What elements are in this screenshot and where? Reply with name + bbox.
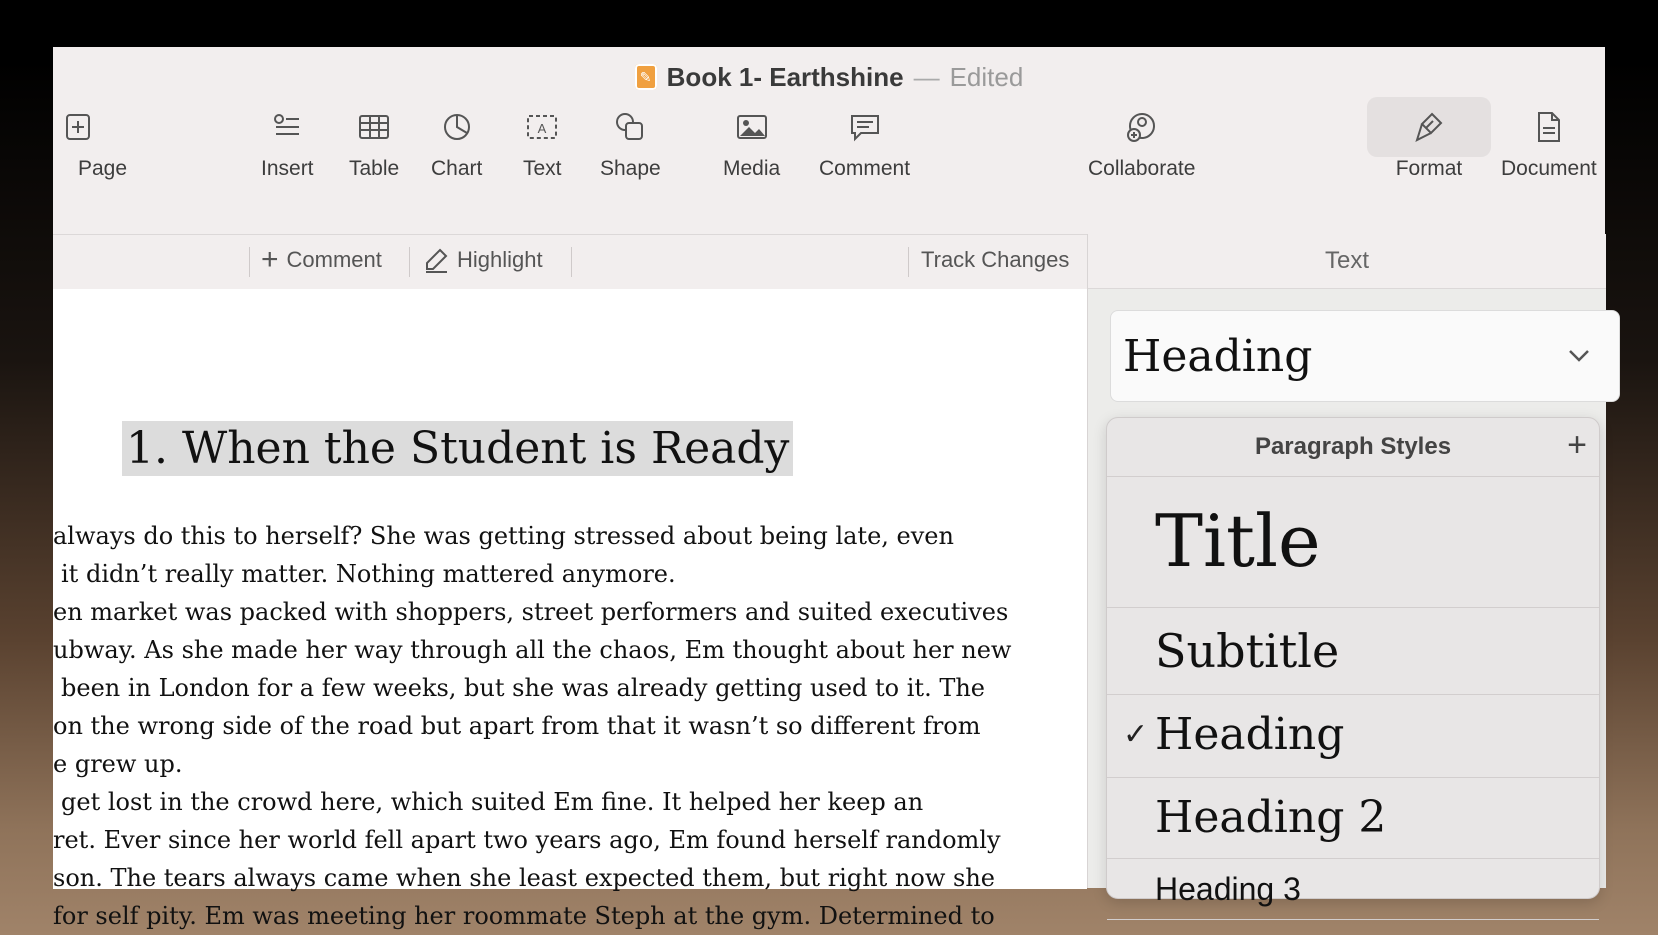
page-button[interactable] (33, 97, 127, 181)
track-changes-label: Track Changes (921, 247, 1070, 272)
chart-button[interactable] (431, 97, 482, 181)
chart-label: Chart (431, 157, 483, 180)
shape-icon (614, 97, 646, 157)
style-item-title[interactable] (1107, 477, 1599, 608)
pages-window (53, 47, 1605, 930)
paragraph-styles-popover (1106, 417, 1600, 907)
media-label: Media (723, 157, 781, 180)
paintbrush-icon (1367, 97, 1491, 157)
format-button[interactable] (1367, 97, 1491, 181)
style-item-heading[interactable] (1107, 695, 1599, 778)
text-line: it didn’t really matter. Nothing mattered anymore. (61, 560, 676, 588)
plus-icon: + (261, 243, 279, 276)
style-label: Heading 3 (1155, 871, 1301, 907)
style-item-subtitle[interactable] (1107, 608, 1599, 695)
text-line: always do this to herself? She was getting stressed about being late, even (53, 522, 954, 550)
highlight-button[interactable] (423, 247, 543, 273)
chapter-heading[interactable]: 1. When the Student is Ready (122, 421, 793, 476)
title-bar (53, 47, 1605, 234)
text-line: son. The tears always came when she least expected them, but right now she (53, 864, 995, 892)
style-label: Heading 2 (1155, 792, 1387, 843)
window-title (53, 57, 1605, 97)
popover-title: Paragraph Styles (1254, 433, 1452, 460)
format-sidebar (1087, 234, 1606, 907)
text-line: ret. Ever since her world fell apart two years ago, Em found herself randomly (53, 826, 1001, 854)
add-comment-label: Comment (286, 247, 382, 272)
pages-doc-icon: ✎ (635, 64, 657, 90)
media-icon (736, 97, 768, 157)
table-button[interactable] (349, 97, 399, 181)
style-item-heading-3[interactable] (1107, 859, 1599, 920)
comment-label: Comment (819, 157, 911, 180)
chevron-down-icon (1567, 348, 1591, 364)
table-label: Table (349, 157, 400, 180)
edited-status: Edited (949, 61, 1024, 92)
checkmark-icon: ✓ (1123, 718, 1149, 751)
svg-text:A: A (537, 121, 547, 136)
track-changes-button[interactable] (921, 247, 1069, 273)
style-label: Heading (1155, 709, 1345, 760)
collaborate-button[interactable] (1088, 97, 1195, 181)
text-line: get lost in the crowd here, which suited Em fine. It helped her keep an (61, 788, 924, 816)
text-box-icon (526, 97, 558, 157)
divider (249, 247, 250, 277)
toolbar (53, 97, 1605, 227)
table-icon (358, 97, 390, 157)
review-bar (53, 234, 1087, 290)
text-label: Text (523, 157, 562, 180)
body-text[interactable] (53, 517, 1053, 935)
add-style-icon[interactable]: + (1567, 426, 1587, 464)
title-separator: — (913, 61, 940, 92)
document-icon (1536, 97, 1562, 157)
text-button[interactable] (523, 97, 562, 181)
popover-header (1107, 418, 1599, 477)
paragraph-style-dropdown[interactable] (1110, 310, 1620, 402)
text-line: e grew up. (53, 750, 183, 778)
collaborate-icon (1125, 97, 1159, 157)
highlight-label: Highlight (457, 247, 543, 272)
insert-button[interactable] (261, 97, 314, 181)
text-line: ubway. As she made her way through all the chaos, Em thought about her new (53, 636, 1012, 664)
media-button[interactable] (723, 97, 780, 181)
format-label: Format (1395, 157, 1463, 180)
text-line: on the wrong side of the road but apart from that it wasn’t so different from (53, 712, 981, 740)
text-line: for self pity. Em was meeting her roommate Steph at the gym. Determined to (53, 902, 995, 930)
style-item-heading-2[interactable] (1107, 778, 1599, 859)
text-line: en market was packed with shoppers, street performers and suited executives (53, 598, 1009, 626)
comment-icon (849, 97, 881, 157)
style-label: Subtitle (1155, 624, 1340, 678)
text-line: been in London for a few weeks, but she was already getting used to it. The (61, 674, 985, 702)
shape-button[interactable] (600, 97, 661, 181)
document-label: Document (1501, 157, 1597, 180)
divider (571, 247, 572, 277)
style-label: Title (1155, 499, 1321, 583)
collaborate-label: Collaborate (1088, 157, 1196, 180)
add-comment-button[interactable] (261, 243, 382, 276)
divider (409, 247, 410, 277)
chart-icon (442, 97, 472, 157)
document-canvas[interactable] (53, 289, 1087, 930)
comment-button[interactable] (819, 97, 910, 181)
document-title[interactable]: Book 1- Earthshine (666, 61, 904, 92)
add-page-icon (63, 97, 97, 157)
page-label: Page (78, 157, 128, 180)
divider (908, 247, 909, 277)
insert-label: Insert (261, 157, 314, 180)
current-style-value: Heading (1123, 330, 1313, 382)
insert-icon (272, 97, 302, 157)
tab-text[interactable]: Text (1088, 234, 1606, 289)
highlighter-icon (423, 247, 449, 273)
document-button[interactable] (1501, 97, 1597, 181)
shape-label: Shape (600, 157, 661, 180)
